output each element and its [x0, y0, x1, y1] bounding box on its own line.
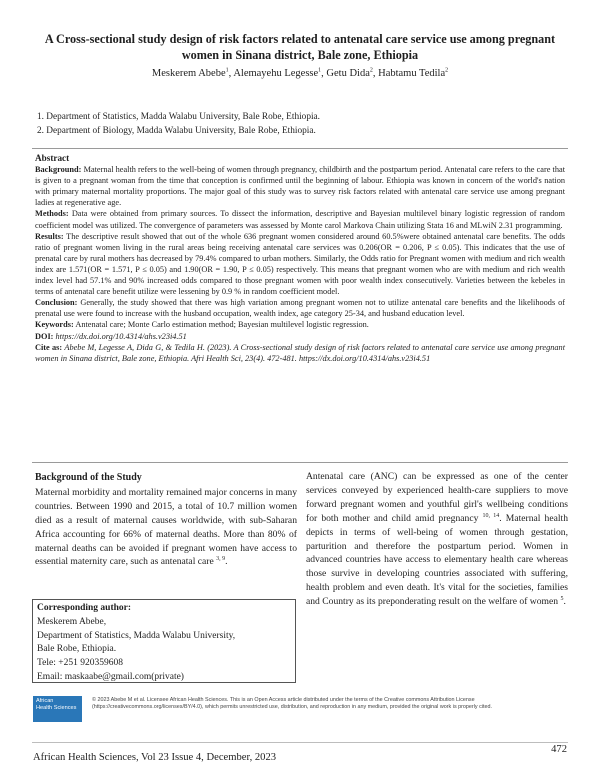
- reference-mark: 3, 9: [216, 556, 226, 563]
- body-text: Antenatal care (ANC) can be expressed as one of the center services conveyed by experienced health-care suppliers to move forward pregnant women and youthful girl's wellbeing conditions for both mother and child amid pregnancy: [306, 471, 568, 524]
- author-name: Alemayehu Legesse: [233, 68, 319, 79]
- corresponding-line: Tele: +251 920359608: [37, 658, 123, 669]
- journal-logo: [33, 696, 82, 722]
- abstract-keywords: [35, 319, 565, 330]
- affiliation-line: 1. Department of Statistics, Madda Walabu University, Bale Robe, Ethiopia.: [37, 112, 321, 122]
- corresponding-heading: Corresponding author:: [37, 603, 132, 613]
- abstract-text: The descriptive result showed that out of the whole 636 pregnant women considered around 60.5%were obtained antenatal care benefits. The odds ratio of pregnant women living in the rural areas being receiving antenatal care services was 0.206(OR = 0.206, P ≤ 0.05). This indicates that the use of prenatal care by rural mothers has decreased by 79.4% compared to urban mothers. Similarly, the Odds ratio for Pregnant women with medium and rich wealth index are 1.571(OR = 1.571, P ≤ 0.05) and 1.90(OR = 1.90, P ≤ 0.05) respectively. This means that pregnant women who are with medium and rich wealth index level had 57.1% and 90% increased odds compared to those pregnant women with poor wealth index consecutively. Varieties between the kebeles in terms of antenatal care benefit utilize were lessening by 0.9 % in random coefficient model.: [35, 231, 565, 297]
- abstract-doi: [35, 331, 565, 342]
- license-text: © 2023 Abebe M et al. Licensee African Health Sciences. This is an Open Access article distributed under the terms of the Creative commons Attribution License (https://creativecommons.org/licenses/BY/4.0), which permits unrestricted use, distribution, and reproduction in any medium, provided the original work is properly cited.: [92, 697, 492, 711]
- abstract-results: [35, 231, 565, 298]
- body-paragraph: Maternal morbidity and mortality remained major concerns in many countries. Between 1990 and 2015, a total of 10.7 million women died as a result of maternal causes worldwide, with sub-Saharan Africa accounting for 66% of maternal deaths. More than 80% of maternal deaths can be avoided if pregnant women have access to essential maternity care, such as antenatal care $^{3, 9}$.: [35, 486, 297, 568]
- abstract-label: Keywords:: [35, 320, 74, 330]
- author-name: Getu Dida: [326, 68, 370, 79]
- author-name: Habtamu Tedila: [378, 68, 446, 79]
- author-list: Meskerem Abebe$^1$, Alemayehu Legesse$^1$, Getu Dida$^2$, Habtamu Tedila$^2$: [151, 67, 449, 79]
- right-column: [306, 470, 568, 609]
- logo-text: Health Sciences: [36, 704, 77, 711]
- author-affiliation-mark: 2: [369, 67, 373, 74]
- footer-divider: [32, 742, 568, 743]
- article-title: A Cross-sectional study design of risk factors related to antenatal care service use among pregnant women in Sinana district, Bale zone, Ethiopia: [44, 32, 556, 62]
- abstract-label: Methods:: [35, 209, 69, 219]
- abstract-label: DOI:: [35, 331, 54, 341]
- affiliations: [37, 110, 557, 138]
- abstract-text: Maternal health refers to the well-being of women through pregnancy, childbirth and the postpartum period. Antenatal care refers to the care that is given to a pregnant woman from the time that conception is confirmed until the beginning of labour. Ethiopia was known in concern of the world's nation with primary maternal mortality proportions. The major goal of this study was to survey risk factors related with antenatal care service use among pregnant ladies at regenerative age.: [35, 165, 565, 208]
- affiliation-line: 2. Department of Biology, Madda Walabu University, Bale Robe, Ethiopia.: [37, 126, 316, 136]
- abstract-label: Results:: [35, 231, 64, 241]
- citation-text: Abebe M, Legesse A, Dida G, & Tedila H. (2023). A Cross-sectional study design of risk factors related to antenatal care service use among pregnant women in Sinana district, Bale zone, Ethiopia. Afri Health Sci, 23(4). 472-481. https://dx.doi.org/10.4314/ahs.v23i4.51: [35, 342, 565, 363]
- journal-footer: African Health Sciences, Vol 23 Issue 4, December, 2023: [33, 752, 277, 763]
- author-affiliation-mark: 1: [225, 67, 229, 74]
- doi-link[interactable]: https://dx.doi.org/10.4314/ahs.v23i4.51: [55, 331, 187, 341]
- body-paragraph: Antenatal care (ANC) can be expressed as one of the center services conveyed by experienced health-care suppliers to move forward pregnant women and youthful girl's wellbeing conditions for both mother and child amid pregnancy $^{10, 14}$. Maternal health depicts in terms of well-being of women through gestation, parturition and therefore the postpartum period. Women in advanced countries have access to elementary health care whereas those survive in developing countries associated with suffering, health problem and even death. It's vital for the societies, families and Country as its preponderating result on the welfare of women $^5$.: [306, 471, 568, 608]
- corresponding-author-box: [32, 599, 296, 683]
- abstract-label: Background:: [35, 165, 82, 175]
- abstract-heading: Abstract: [35, 153, 70, 163]
- corresponding-line: Bale Robe, Ethiopia.: [37, 644, 117, 655]
- abstract-label: Cite as:: [35, 342, 63, 352]
- divider: [32, 462, 568, 463]
- abstract-methods: [35, 208, 565, 230]
- corresponding-line: Meskerem Abebe,: [37, 616, 107, 627]
- abstract-text: Data were obtained from primary sources. To dissect the information, descriptive and Bayesian multilevel binary logistic regression of random coefficient model was utilized. The convergence of parameters was assessed by Monte carol Markova Chain utilizing Stata 16 and MLwiN 2.31 programming.: [35, 209, 565, 230]
- abstract-cite: [35, 342, 565, 364]
- body-text: Maternal morbidity and mortality remained major concerns in many countries. Between 1990 and 2015, a total of 10.7 million women died as a result of maternal causes worldwide, with sub-Saharan Africa accounting for 66% of maternal deaths. More than 80% of maternal deaths can be avoided if pregnant women have access to essential maternity care, such as antenatal care: [35, 486, 297, 568]
- body-text: Maternal health depicts in terms of well-being of women through gestation, parturition and therefore the postpartum period. Women in advanced countries have access to elementary health care whereas those survive in developing countries associated with suffering, health problem and even death. It's vital for the societies, families and Country as its preponderating result on the welfare of women: [306, 512, 568, 608]
- logo-text: African: [36, 698, 54, 704]
- author-affiliation-mark: 2: [445, 67, 449, 74]
- author-affiliation-mark: 1: [318, 67, 322, 74]
- corresponding-line: Department of Statistics, Madda Walabu University,: [37, 630, 236, 641]
- divider: [32, 148, 568, 149]
- page-number: 472: [551, 744, 567, 755]
- author-name: Meskerem Abebe: [151, 68, 226, 79]
- section-heading: Background of the Study: [35, 472, 142, 483]
- abstract-conclusion: [35, 297, 565, 319]
- abstract-text: Generally, the study showed that there was high variation among pregnant women not to utilize antenatal care benefits and the likelihoods of prenatal use were found to increase with the husband occupation, wealth index, age category 25-34, and husband education level.: [35, 298, 565, 319]
- abstract-label: Conclusion:: [35, 298, 78, 308]
- corresponding-email: Email: maskaabe@gmail.com(private): [37, 671, 184, 682]
- abstract-background: [35, 164, 565, 208]
- reference-mark: 10, 14: [482, 512, 500, 519]
- abstract-text: Antenatal care; Monte Carlo estimation method; Bayesian multilevel logistic regression.: [75, 320, 369, 330]
- reference-mark: 5: [560, 595, 564, 602]
- left-column: [35, 471, 297, 569]
- abstract: [35, 153, 565, 364]
